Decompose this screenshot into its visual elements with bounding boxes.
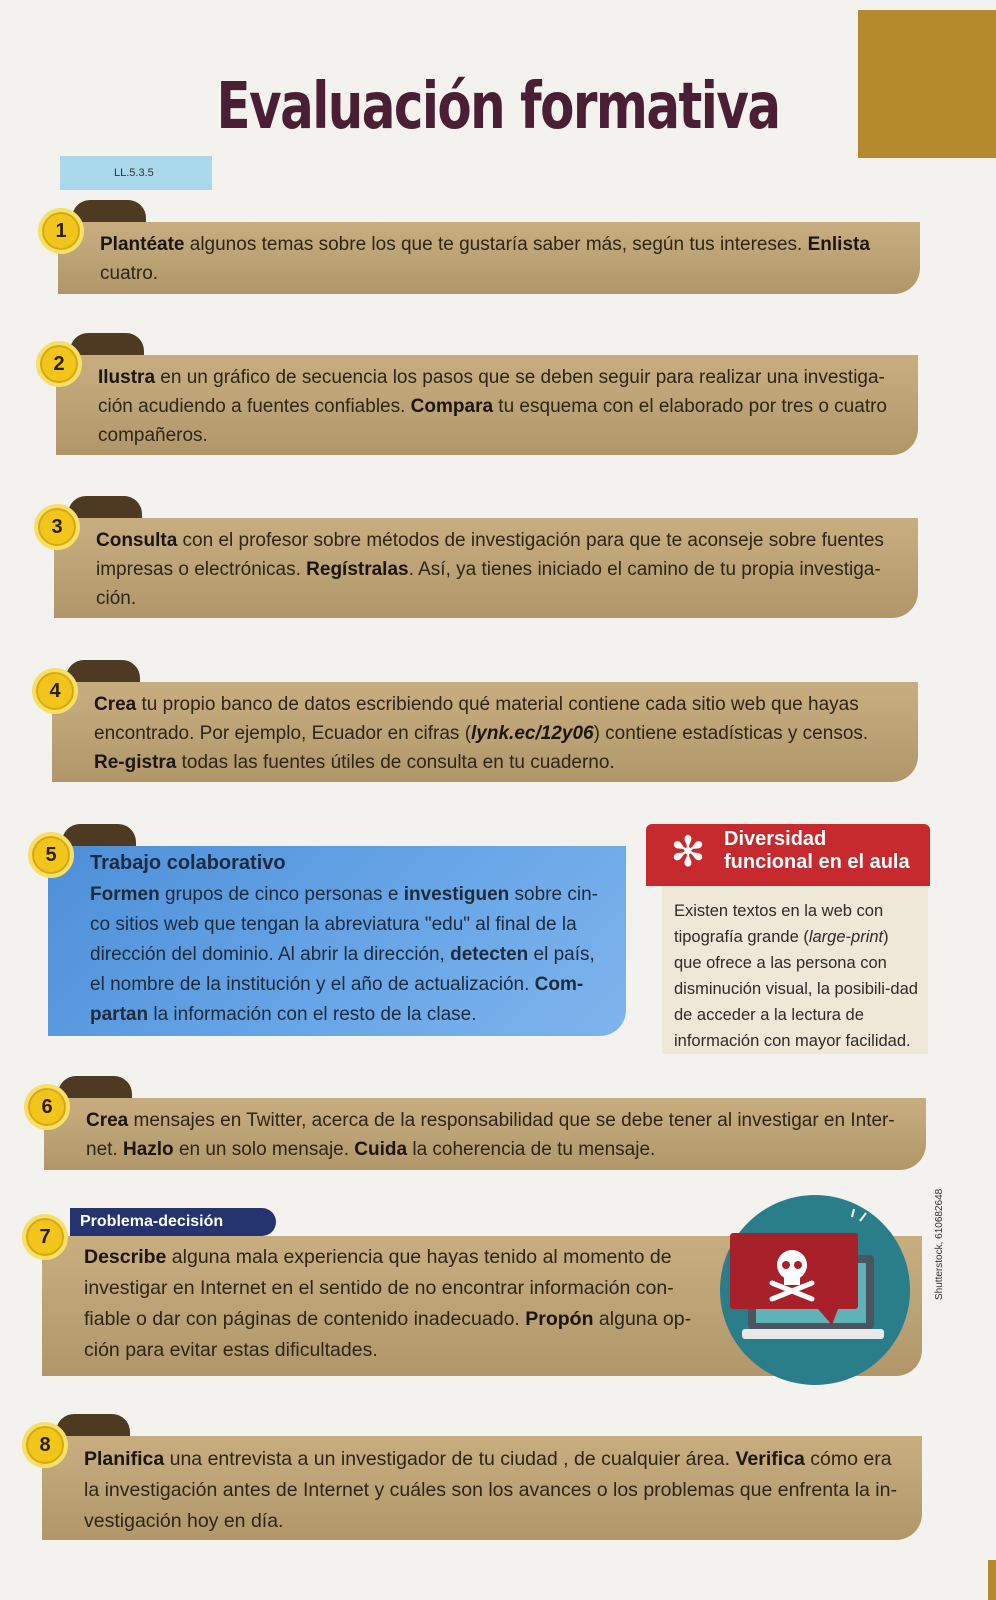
diversity-box-header xyxy=(646,824,930,886)
activity-4 xyxy=(49,680,918,782)
activity-7-number-badge: 7 xyxy=(22,1214,68,1260)
diversity-box-text: Existen textos en la web con tipografía grande (large-print) que ofrece a las persona con disminución visual, la posibili-dad de acceder a la lectura de información con mayor facilidad. xyxy=(662,886,928,1054)
activity-6 xyxy=(41,1096,926,1170)
activity-3-number-badge: 3 xyxy=(34,504,80,550)
laptop-skull-icon xyxy=(720,1195,910,1385)
activity-2-number-badge: 2 xyxy=(36,341,82,387)
diversity-title-line2: funcional en el aula xyxy=(724,851,910,873)
activity-1-text: Plantéate algunos temas sobre los que te gustaría saber más, según tus intereses. Enlista cuatro. xyxy=(100,234,870,284)
activity-5-number-badge: 5 xyxy=(28,832,74,878)
activity-8 xyxy=(39,1434,922,1540)
activity-8-text: Planifica una entrevista a un investigador de tu ciudad , de cualquier área. Verifica cómo era la investigación antes de Internet y cuáles son los avances o los problemas que enfrenta la in-vestigación hoy en día. xyxy=(84,1448,897,1532)
asterisk-icon: ✻ xyxy=(670,828,706,875)
diversity-box-title xyxy=(724,828,910,874)
activity-1 xyxy=(55,220,920,294)
activity-6-text: Crea mensajes en Twitter, acerca de la responsabilidad que se debe tener al investigar en Inter-net. Hazlo en un solo mensaje. Cuida la coherencia de tu mensaje. xyxy=(86,1110,895,1160)
activity-8-number-badge: 8 xyxy=(22,1422,68,1468)
activity-3 xyxy=(51,516,918,618)
page-title: Evaluación formativa xyxy=(216,70,780,144)
image-credit: Shutterstock, 610682648 xyxy=(934,1188,945,1300)
edge-accent-bar xyxy=(988,1560,996,1600)
activity-4-text: Crea tu propio banco de datos escribiendo qué material contiene cada sitio web que hayas encontrado. Por ejemplo, Ecuador en cifras (lynk.ec/12y06) contiene estadísticas y censos. Re-gistra todas las fuentes útiles de consulta en tu cuaderno. xyxy=(94,694,869,773)
activity-4-number-badge: 4 xyxy=(32,668,78,714)
activity-5-blue-box xyxy=(45,844,626,1036)
activity-2 xyxy=(53,353,918,455)
activity-5-text: Formen grupos de cinco personas e investiguen sobre cin-co sitios web que tengan la abreviatura "edu" al final de la dirección del dominio. Al abrir la dirección, detecten el país, el nombre de la institución y el año de actualización. Com-partan la información con el resto de la clase. xyxy=(90,884,598,1025)
activity-1-number-badge: 1 xyxy=(38,208,84,254)
activity-7-text: Describe alguna mala experiencia que hayas tenido al momento de investigar en Internet en el sentido de no encontrar información con-fiable o dar con páginas de contenido inadecuado. Propón alguna op-ción para evitar estas dificultades. xyxy=(84,1246,692,1361)
warning-illustration xyxy=(720,1195,910,1385)
diversity-title-line1: Diversidad xyxy=(724,828,827,850)
skill-code-tag: LL.5.3.5 xyxy=(60,156,212,190)
activity-2-text: Ilustra en un gráfico de secuencia los pasos que se deben seguir para realizar una investiga-ción acudiendo a fuentes confiables. Compara tu esquema con el elaborado por tres o cuatro compañeros. xyxy=(98,367,887,446)
activity-6-number-badge: 6 xyxy=(24,1084,70,1130)
activity-3-text: Consulta con el profesor sobre métodos de investigación para que te aconseje sobre fuentes impresas o electrónicas. Regístralas. Así, ya tienes iniciado el camino de tu propia investiga-ción. xyxy=(96,530,884,609)
activity-5-title: Trabajo colaborativo xyxy=(90,852,286,874)
problem-decision-tag: Problema-decisión xyxy=(70,1208,276,1236)
